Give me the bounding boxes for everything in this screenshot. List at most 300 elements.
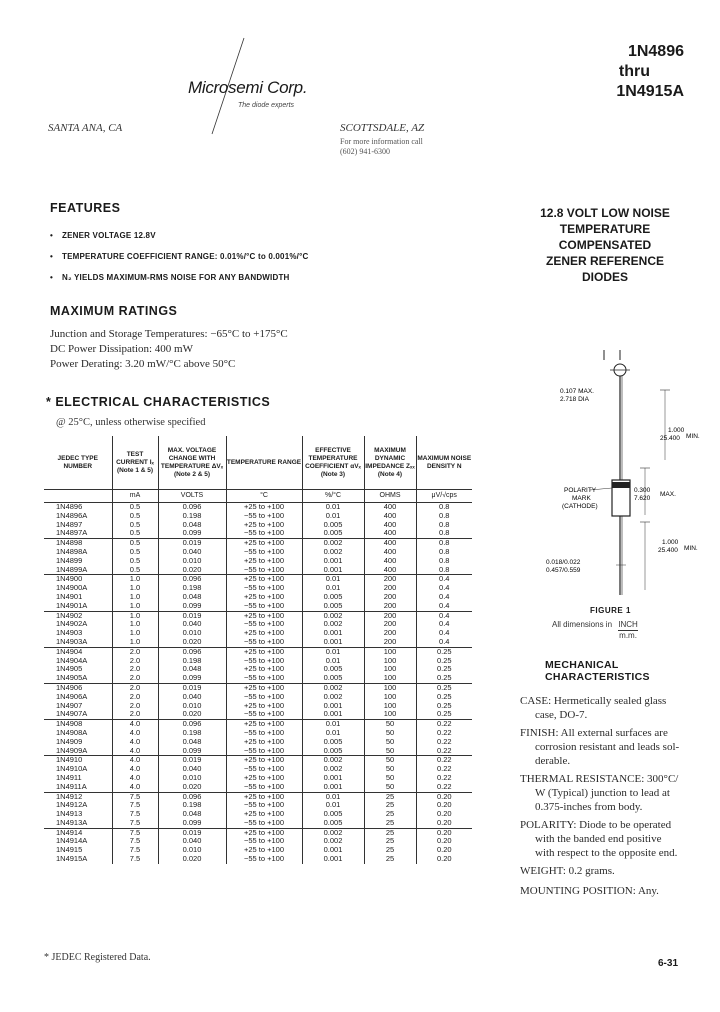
table-row (44, 837, 472, 846)
table-cell: −55 to +100 (226, 710, 302, 719)
table-cell: 2.0 (112, 702, 158, 711)
table-row (44, 629, 472, 638)
table-row (44, 710, 472, 719)
table-cell: −55 to +100 (226, 529, 302, 538)
table-cell: −55 to +100 (226, 693, 302, 702)
table-cell: −55 to +100 (226, 512, 302, 521)
table-cell: +25 to +100 (226, 665, 302, 674)
table-cell: 0.001 (302, 629, 364, 638)
col-header-test-current: TEST CURRENT Iₓ (Note 1 & 5) (112, 436, 158, 490)
table-cell: 1.0 (112, 620, 158, 629)
table-cell: 0.22 (416, 747, 472, 756)
table-cell: 0.25 (416, 674, 472, 683)
table-cell: 0.20 (416, 855, 472, 864)
table-cell: +25 to +100 (226, 557, 302, 566)
table-cell: 0.002 (302, 837, 364, 846)
table-cell: 0.048 (158, 810, 226, 819)
table-cell: 200 (364, 629, 416, 638)
unit-cell: mA (112, 490, 158, 503)
table-cell: 0.20 (416, 828, 472, 837)
table-cell: 1N4907A (44, 710, 112, 719)
table-row (44, 529, 472, 538)
polarity-label-2: MARK (572, 495, 591, 502)
table-cell: 1N4900A (56, 584, 88, 593)
table-cell: 400 (364, 539, 416, 548)
unit-cell: %/°C (302, 490, 364, 503)
table-cell: 25 (364, 855, 416, 864)
dim-wire-2: 0.457/0.559 (546, 567, 581, 574)
table-cell: 1.0 (112, 575, 158, 584)
rating-item: Junction and Storage Temperatures: −65°C to +175°C (50, 328, 288, 340)
table-cell: 0.010 (158, 557, 226, 566)
table-cell: 1N4912A (56, 801, 88, 810)
table-cell: 200 (364, 620, 416, 629)
dim-lead-len-unit: MIN. (686, 433, 700, 440)
table-cell: 0.096 (158, 720, 226, 729)
table-cell: 0.22 (416, 756, 472, 765)
table-cell: 2.0 (112, 665, 158, 674)
table-row (44, 674, 472, 683)
table-cell: 4.0 (112, 747, 158, 756)
table-cell: 100 (364, 647, 416, 656)
table-cell: 200 (364, 584, 416, 593)
table-row (44, 683, 472, 692)
table-cell: 0.002 (302, 539, 364, 548)
dim-lead2-len-1: 1.000 (662, 539, 679, 546)
table-cell: 0.198 (158, 512, 226, 521)
col-header-temp-coeff: EFFECTIVE TEMPERATURE COEFFICIENT αVₓ (Note 3) (302, 436, 364, 490)
table-row (44, 783, 472, 792)
table-cell: −55 to +100 (226, 584, 302, 593)
table-cell: 1N4904 (56, 647, 83, 656)
table-cell: 0.001 (302, 638, 364, 647)
table-cell: 0.001 (302, 566, 364, 575)
table-cell: 4.0 (112, 765, 158, 774)
table-cell: 0.01 (302, 792, 364, 801)
table-cell: +25 to +100 (226, 828, 302, 837)
table-cell: 7.5 (112, 828, 158, 837)
table-cell: 0.8 (416, 512, 472, 521)
table-row (44, 747, 472, 756)
polarity-label-3: (CATHODE) (562, 503, 598, 510)
table-cell: 1N4913A (44, 819, 112, 828)
table-cell: 1N4902A (56, 620, 88, 629)
table-cell: 7.5 (112, 810, 158, 819)
table-cell: 7.5 (112, 801, 158, 810)
table-cell: 50 (364, 729, 416, 738)
table-row (44, 774, 472, 783)
table-cell: 0.25 (416, 693, 472, 702)
table-cell: −55 to +100 (226, 855, 302, 864)
table-cell: 0.002 (302, 683, 364, 692)
table-cell: 0.019 (158, 828, 226, 837)
dim-lead-len-1: 1.000 (668, 427, 685, 434)
part-number-end: 1N4915A (616, 83, 684, 100)
table-cell: 1N4896A (56, 511, 88, 520)
table-cell: 1N4906A (56, 692, 88, 701)
table-cell: +25 to +100 (226, 756, 302, 765)
table-cell: 7.5 (112, 855, 158, 864)
table-cell: 1N4910A (56, 765, 88, 774)
table-cell: 1N4906 (56, 683, 83, 692)
contact-info: For more information call (602) 941-6300 (340, 137, 423, 156)
table-cell: 0.5 (112, 529, 158, 538)
table-cell: 50 (364, 747, 416, 756)
table-cell: 0.4 (416, 575, 472, 584)
table-cell: 0.8 (416, 566, 472, 575)
table-cell: 1N4902 (56, 611, 83, 620)
table-cell: 1N4913 (56, 810, 83, 819)
table-cell: +25 to +100 (226, 539, 302, 548)
table-cell: 0.4 (416, 629, 472, 638)
table-row (44, 801, 472, 810)
table-row (44, 693, 472, 702)
table-cell: 1N4908 (56, 719, 83, 729)
table-row (44, 846, 472, 855)
feature-item: • TEMPERATURE COEFFICIENT RANGE: 0.01%/°C to 0.001%/°C (50, 252, 309, 261)
table-cell: 0.4 (416, 593, 472, 602)
table-cell: +25 to +100 (226, 503, 302, 512)
table-cell: 1N4915 (56, 846, 83, 855)
table-cell: 0.01 (302, 584, 364, 593)
table-row (44, 521, 472, 530)
table-cell: 1N4910 (56, 755, 83, 765)
table-cell: 25 (364, 819, 416, 828)
table-cell: 7.5 (112, 792, 158, 801)
table-body (44, 503, 472, 864)
table-cell: 0.8 (416, 539, 472, 548)
table-cell: 1.0 (112, 593, 158, 602)
dim-body-2: 7.620 (634, 495, 651, 502)
table-cell: 50 (364, 774, 416, 783)
table-cell: 0.048 (158, 521, 226, 530)
table-cell: 2.0 (112, 683, 158, 692)
table-row (44, 792, 472, 801)
table-row (44, 566, 472, 575)
table-cell: 0.5 (112, 557, 158, 566)
ratings-heading: MAXIMUM RATINGS (50, 304, 178, 318)
table-cell: 4.0 (112, 720, 158, 729)
table-cell: 0.019 (158, 539, 226, 548)
table-cell: 0.01 (302, 729, 364, 738)
table-row (44, 657, 472, 666)
table-cell: 1.0 (112, 602, 158, 611)
table-cell: −55 to +100 (226, 602, 302, 611)
dim-body-unit: MAX. (660, 491, 676, 498)
table-cell: 0.22 (416, 720, 472, 729)
table-cell: 1N4914A (56, 837, 88, 846)
table-cell: 1N4905 (56, 665, 83, 674)
table-cell: −55 to +100 (226, 747, 302, 756)
table-cell: 7.5 (112, 837, 158, 846)
rating-item: Power Derating: 3.20 mW/°C above 50°C (50, 358, 236, 370)
table-row (44, 611, 472, 620)
table-cell: 0.002 (302, 828, 364, 837)
table-cell: 0.01 (302, 503, 364, 512)
table-cell: 0.20 (416, 801, 472, 810)
mech-mounting: MOUNTING POSITION: Any. (520, 885, 659, 897)
mech-weight: WEIGHT: 0.2 grams. (520, 865, 615, 877)
mech-polarity: POLARITY: Diode to be operated with the banded end positive with respect to the opposite end. (520, 819, 678, 859)
table-cell: 1.0 (112, 611, 158, 620)
table-cell: 0.001 (302, 783, 364, 792)
table-cell: 100 (364, 657, 416, 666)
table-cell: 2.0 (112, 647, 158, 656)
table-cell: 0.22 (416, 783, 472, 792)
table-cell: 0.22 (416, 765, 472, 774)
table-cell: 400 (364, 529, 416, 538)
table-cell: +25 to +100 (226, 611, 302, 620)
table-cell: 0.8 (416, 557, 472, 566)
table-cell: 100 (364, 693, 416, 702)
table-cell: 1N4900 (56, 574, 83, 584)
table-cell: 400 (364, 521, 416, 530)
table-cell: 0.010 (158, 774, 226, 783)
table-cell: 0.5 (112, 521, 158, 530)
table-row (44, 828, 472, 837)
table-cell: 25 (364, 828, 416, 837)
table-cell: +25 to +100 (226, 629, 302, 638)
company-logo: Microsemi Corp. (188, 78, 308, 97)
dim-lead-dia-2: 2.718 DIA (560, 396, 589, 403)
table-cell: 0.096 (158, 503, 226, 512)
table-cell: 0.25 (416, 657, 472, 666)
table-cell: 1N4899 (56, 556, 83, 565)
table-row (44, 620, 472, 629)
table-cell: 0.048 (158, 665, 226, 674)
table-cell: 0.25 (416, 702, 472, 711)
table-cell: 0.010 (158, 629, 226, 638)
table-cell: 1N4905A (44, 674, 112, 683)
table-cell: 1N4897 (56, 520, 83, 529)
table-cell: +25 to +100 (226, 738, 302, 747)
table-cell: 100 (364, 665, 416, 674)
table-cell: 0.4 (416, 602, 472, 611)
table-cell: 0.8 (416, 503, 472, 512)
table-cell: 0.01 (302, 575, 364, 584)
table-cell: 0.099 (158, 602, 226, 611)
table-cell: 4.0 (112, 738, 158, 747)
table-cell: 0.5 (112, 512, 158, 521)
table-cell: 0.01 (302, 657, 364, 666)
table-cell: 4.0 (112, 783, 158, 792)
table-cell: 50 (364, 783, 416, 792)
table-cell: 0.198 (158, 729, 226, 738)
table-cell: 50 (364, 720, 416, 729)
table-cell: 400 (364, 557, 416, 566)
table-cell: 0.22 (416, 774, 472, 783)
table-cell: 0.005 (302, 665, 364, 674)
table-cell: 2.0 (112, 657, 158, 666)
table-cell: 4.0 (112, 756, 158, 765)
table-cell: 2.0 (112, 674, 158, 683)
table-cell: 0.005 (302, 674, 364, 683)
table-cell: 0.020 (158, 855, 226, 864)
table-cell: 0.198 (158, 657, 226, 666)
table-row (44, 720, 472, 729)
table-cell: 0.01 (302, 801, 364, 810)
table-cell: 1N4904A (56, 656, 88, 665)
table-cell: 100 (364, 702, 416, 711)
table-cell: 0.020 (158, 638, 226, 647)
table-cell: 1.0 (112, 638, 158, 647)
table-cell: +25 to +100 (226, 774, 302, 783)
col-header-voltage-change: MAX. VOLTAGE CHANGE WITH TEMPERATURE ΔVₓ (Note 2 & 5) (158, 436, 226, 490)
table-cell: 0.25 (416, 710, 472, 719)
table-cell: 0.040 (158, 548, 226, 557)
unit-cell: μV/√cps (416, 490, 472, 503)
table-row (44, 665, 472, 674)
unit-cell (44, 490, 112, 503)
dim-lead-dia-1: 0.107 MAX. (560, 388, 594, 395)
table-cell: 0.01 (302, 720, 364, 729)
dim-lead-len-2: 25.400 (660, 435, 680, 442)
table-cell: 200 (364, 575, 416, 584)
col-header-temp-range: TEMPERATURE RANGE (226, 436, 302, 490)
table-cell: 50 (364, 756, 416, 765)
table-cell: −55 to +100 (226, 837, 302, 846)
table-cell: 0.020 (158, 566, 226, 575)
mech-case: CASE: Hermetically sealed glass case, DO-7. (520, 695, 667, 721)
table-cell: −55 to +100 (226, 657, 302, 666)
table-cell: 0.005 (302, 747, 364, 756)
unit-cell: °C (226, 490, 302, 503)
figure-caption: FIGURE 1 (590, 606, 631, 615)
table-header-row (44, 436, 472, 490)
table-row (44, 548, 472, 557)
table-cell: −55 to +100 (226, 765, 302, 774)
table-cell: 0.8 (416, 521, 472, 530)
location-scottsdale: SCOTTSDALE, AZ (340, 122, 425, 134)
table-cell: 1.0 (112, 584, 158, 593)
table-cell: 1N4911 (56, 773, 82, 782)
feature-item: • ZENER VOLTAGE 12.8V (50, 231, 156, 240)
col-header-type: JEDEC TYPE NUMBER (57, 454, 98, 470)
table-row (44, 756, 472, 765)
table-cell: 0.048 (158, 738, 226, 747)
table-cell: 0.005 (302, 529, 364, 538)
table-cell: 0.040 (158, 765, 226, 774)
table-cell: 25 (364, 810, 416, 819)
table-cell: 1.0 (112, 629, 158, 638)
table-cell: 1N4901 (56, 592, 83, 601)
table-cell: 1N4898A (56, 547, 88, 556)
table-cell: −55 to +100 (226, 638, 302, 647)
table-cell: 400 (364, 548, 416, 557)
table-cell: +25 to +100 (226, 792, 302, 801)
table-cell: 0.005 (302, 810, 364, 819)
table-cell: 0.8 (416, 548, 472, 557)
product-description: 12.8 VOLT LOW NOISE TEMPERATURE COMPENSATED ZENER REFERENCE DIODES (540, 206, 670, 284)
table-row (44, 729, 472, 738)
dim-lead2-len-unit: MIN. (684, 545, 698, 552)
table-cell: +25 to +100 (226, 647, 302, 656)
electrical-heading: * ELECTRICAL CHARACTERISTICS (46, 395, 271, 409)
mech-thermal: THERMAL RESISTANCE: 300°C/ W (Typical) junction to lead at 0.375-inches from body. (520, 773, 679, 813)
table-cell: 0.22 (416, 738, 472, 747)
table-row (44, 539, 472, 548)
table-cell: −55 to +100 (226, 783, 302, 792)
table-cell: 2.0 (112, 693, 158, 702)
table-cell: −55 to +100 (226, 674, 302, 683)
table-row (44, 647, 472, 656)
table-cell: 0.005 (302, 602, 364, 611)
mech-finish: FINISH: All external surfaces are corrosion resistant and leads sol- derable. (520, 727, 680, 767)
table-cell: 0.001 (302, 557, 364, 566)
page-number: 6-31 (658, 958, 679, 969)
col-header-impedance: MAXIMUM DYNAMIC IMPEDANCE Zₓₓ (Note 4) (364, 436, 416, 490)
table-cell: 2.0 (112, 710, 158, 719)
table-cell: 0.001 (302, 855, 364, 864)
table-cell: 0.25 (416, 665, 472, 674)
table-cell: 0.001 (302, 702, 364, 711)
table-cell: 0.005 (302, 521, 364, 530)
table-cell: 0.099 (158, 674, 226, 683)
table-cell: 200 (364, 611, 416, 620)
table-cell: 1N4909 (56, 737, 83, 746)
table-cell: 200 (364, 602, 416, 611)
figure-note: All dimensions in INCH m.m. (552, 620, 638, 640)
col-header-noise: MAXIMUM NOISE DENSITY N (416, 436, 472, 490)
table-cell: 0.099 (158, 819, 226, 828)
table-cell: 0.096 (158, 575, 226, 584)
table-cell: 0.099 (158, 529, 226, 538)
table-cell: +25 to +100 (226, 702, 302, 711)
table-cell: 0.005 (302, 738, 364, 747)
table-cell: 0.4 (416, 620, 472, 629)
table-cell: 0.22 (416, 729, 472, 738)
table-cell: 1N4903A (44, 638, 112, 647)
table-cell: 200 (364, 593, 416, 602)
table-cell: 25 (364, 846, 416, 855)
table-cell: 0.5 (112, 503, 158, 512)
location-santa-ana: SANTA ANA, CA (48, 122, 123, 134)
table-cell: 1N4914 (56, 828, 83, 837)
table-cell: 0.20 (416, 819, 472, 828)
part-number-thru: thru (618, 63, 650, 80)
table-cell: 100 (364, 674, 416, 683)
table-cell: 0.002 (302, 756, 364, 765)
table-row (44, 602, 472, 611)
test-condition: @ 25°C, unless otherwise specified (56, 417, 206, 428)
table-cell: 0.5 (112, 539, 158, 548)
do7-package-outline (520, 340, 710, 610)
table-cell: 0.4 (416, 638, 472, 647)
table-row (44, 855, 472, 864)
table-cell: 0.010 (158, 846, 226, 855)
table-cell: 0.4 (416, 611, 472, 620)
table-cell: −55 to +100 (226, 819, 302, 828)
table-cell: 0.5 (112, 566, 158, 575)
table-cell: 50 (364, 765, 416, 774)
table-cell: 400 (364, 503, 416, 512)
jedec-footnote: * JEDEC Registered Data. (44, 952, 151, 963)
table-cell: 50 (364, 738, 416, 747)
table-cell: 0.198 (158, 801, 226, 810)
table-cell: 0.002 (302, 620, 364, 629)
table-cell: 0.002 (302, 765, 364, 774)
mechanical-heading: MECHANICAL CHARACTERISTICS (545, 659, 650, 683)
dim-wire-1: 0.018/0.022 (546, 559, 581, 566)
table-cell: +25 to +100 (226, 593, 302, 602)
table-cell: 400 (364, 566, 416, 575)
table-cell: 0.020 (158, 783, 226, 792)
table-cell: 0.005 (302, 819, 364, 828)
table-cell: 1N4912 (56, 792, 83, 801)
table-cell: 4.0 (112, 729, 158, 738)
table-cell: 0.096 (158, 647, 226, 656)
table-cell: 25 (364, 801, 416, 810)
